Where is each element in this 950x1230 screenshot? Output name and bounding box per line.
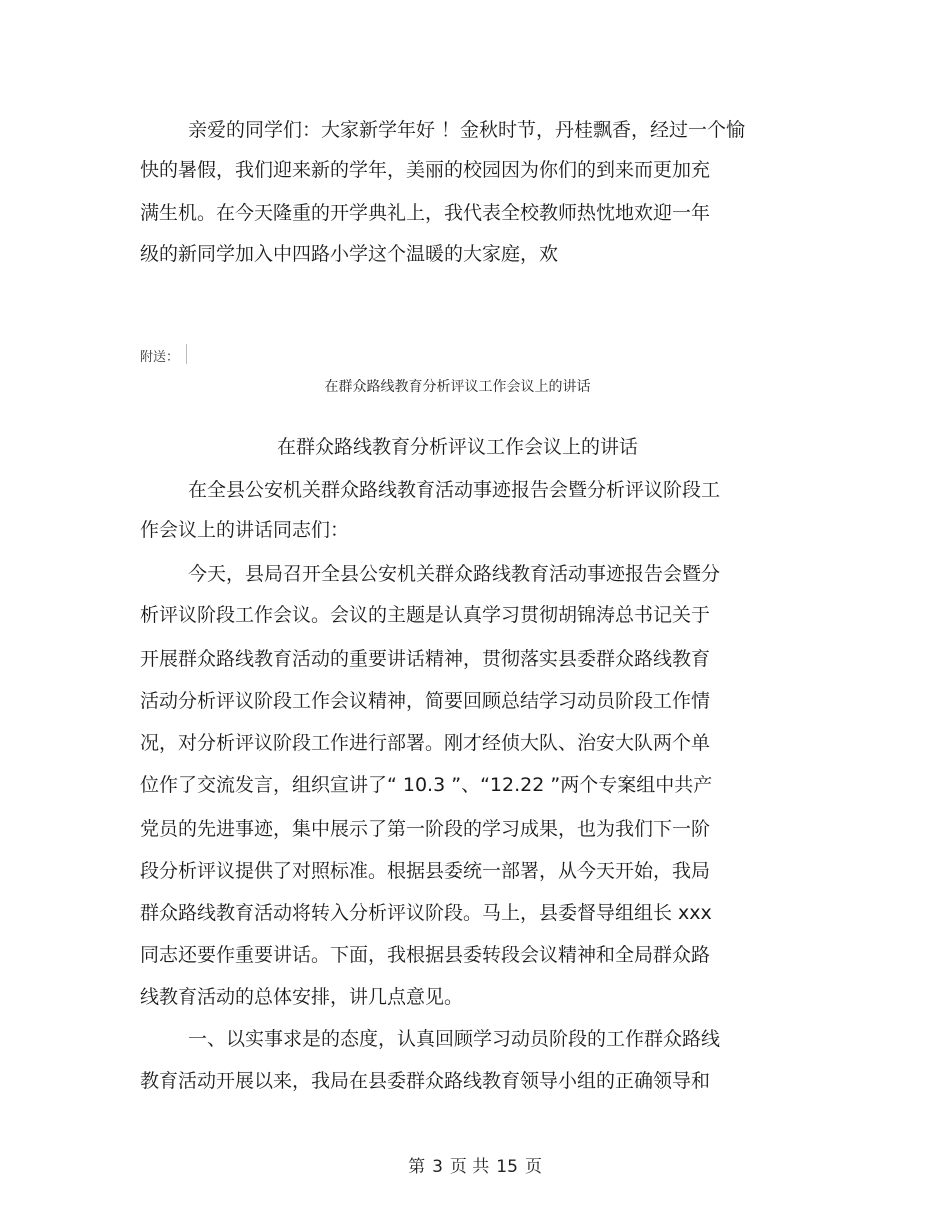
body-line: 党员的先进事迹，集中展示了第一阶段的学习成果，也为我们下一阶 — [140, 818, 711, 840]
body-line: 线教育活动的总体安排，讲几点意见。 — [140, 986, 464, 1008]
fusong-label: 附送： — [140, 350, 180, 365]
body-line: 教育活动开展以来，我局在县委群众路线教育领导小组的正确领导和 — [140, 1070, 711, 1092]
body-line: 况，对分析评议阶段工作进行部署。刚才经侦大队、治安大队两个单 — [140, 732, 711, 754]
body-line: 在全县公安机关群众路线教育活动事迹报告会暨分析评议阶段工 — [188, 479, 721, 501]
body-line: 位作了交流发言，组织宣讲了“ 10.3 ”、“12.22 ”两个专案组中共产 — [140, 774, 713, 796]
footer-suffix: 页 — [524, 1157, 542, 1177]
document-title: 在群众路线教育分析评议工作会议上的讲话 — [276, 436, 638, 458]
fusong-divider — [186, 344, 187, 364]
body-line: 作会议上的讲话同志们： — [140, 519, 350, 541]
page-footer — [0, 1152, 950, 1177]
intro-line: 亲爱的同学们：大家新学年好 ！金秋时节，丹桂飘香，经过一个愉 — [188, 119, 746, 141]
current-page-number: 3 — [432, 1157, 443, 1177]
total-page-count: 15 — [496, 1157, 518, 1177]
body-line: 同志还要作重要讲话。下面，我根据县委转段会议精神和全局群众路 — [140, 944, 711, 966]
intro-line: 快的暑假，我们迎来新的学年，美丽的校园因为你们的到来而更加充 — [140, 159, 711, 181]
body-line: 活动分析评议阶段工作会议精神，简要回顾总结学习动员阶段工作情 — [140, 690, 711, 712]
body-line: 今天，县局召开全县公安机关群众路线教育活动事迹报告会暨分 — [188, 563, 721, 585]
body-line: 段分析评议提供了对照标准。根据县委统一部署，从今天开始，我局 — [140, 860, 711, 882]
intro-line: 满生机。在今天隆重的开学典礼上，我代表全校教师热忱地欢迎一年 — [140, 202, 711, 224]
body-line: 一、以实事求是的态度，认真回顾学习动员阶段的工作群众路线 — [188, 1028, 721, 1050]
body-line: 析评议阶段工作会议。会议的主题是认真学习贯彻胡锦涛总书记关于 — [140, 604, 711, 626]
running-title: 在群众路线教育分析评议工作会议上的讲话 — [324, 379, 591, 395]
intro-line: 级的新同学加入中四路小学这个温暖的大家庭，欢 — [140, 243, 559, 265]
footer-middle: 页 共 — [449, 1157, 490, 1177]
body-line: 开展群众路线教育活动的重要讲话精神，贯彻落实县委群众路线教育 — [140, 648, 711, 670]
body-line: 群众路线教育活动将转入分析评议阶段。马上，县委督导组组长 xxx — [140, 902, 712, 924]
footer-prefix: 第 — [408, 1157, 426, 1177]
